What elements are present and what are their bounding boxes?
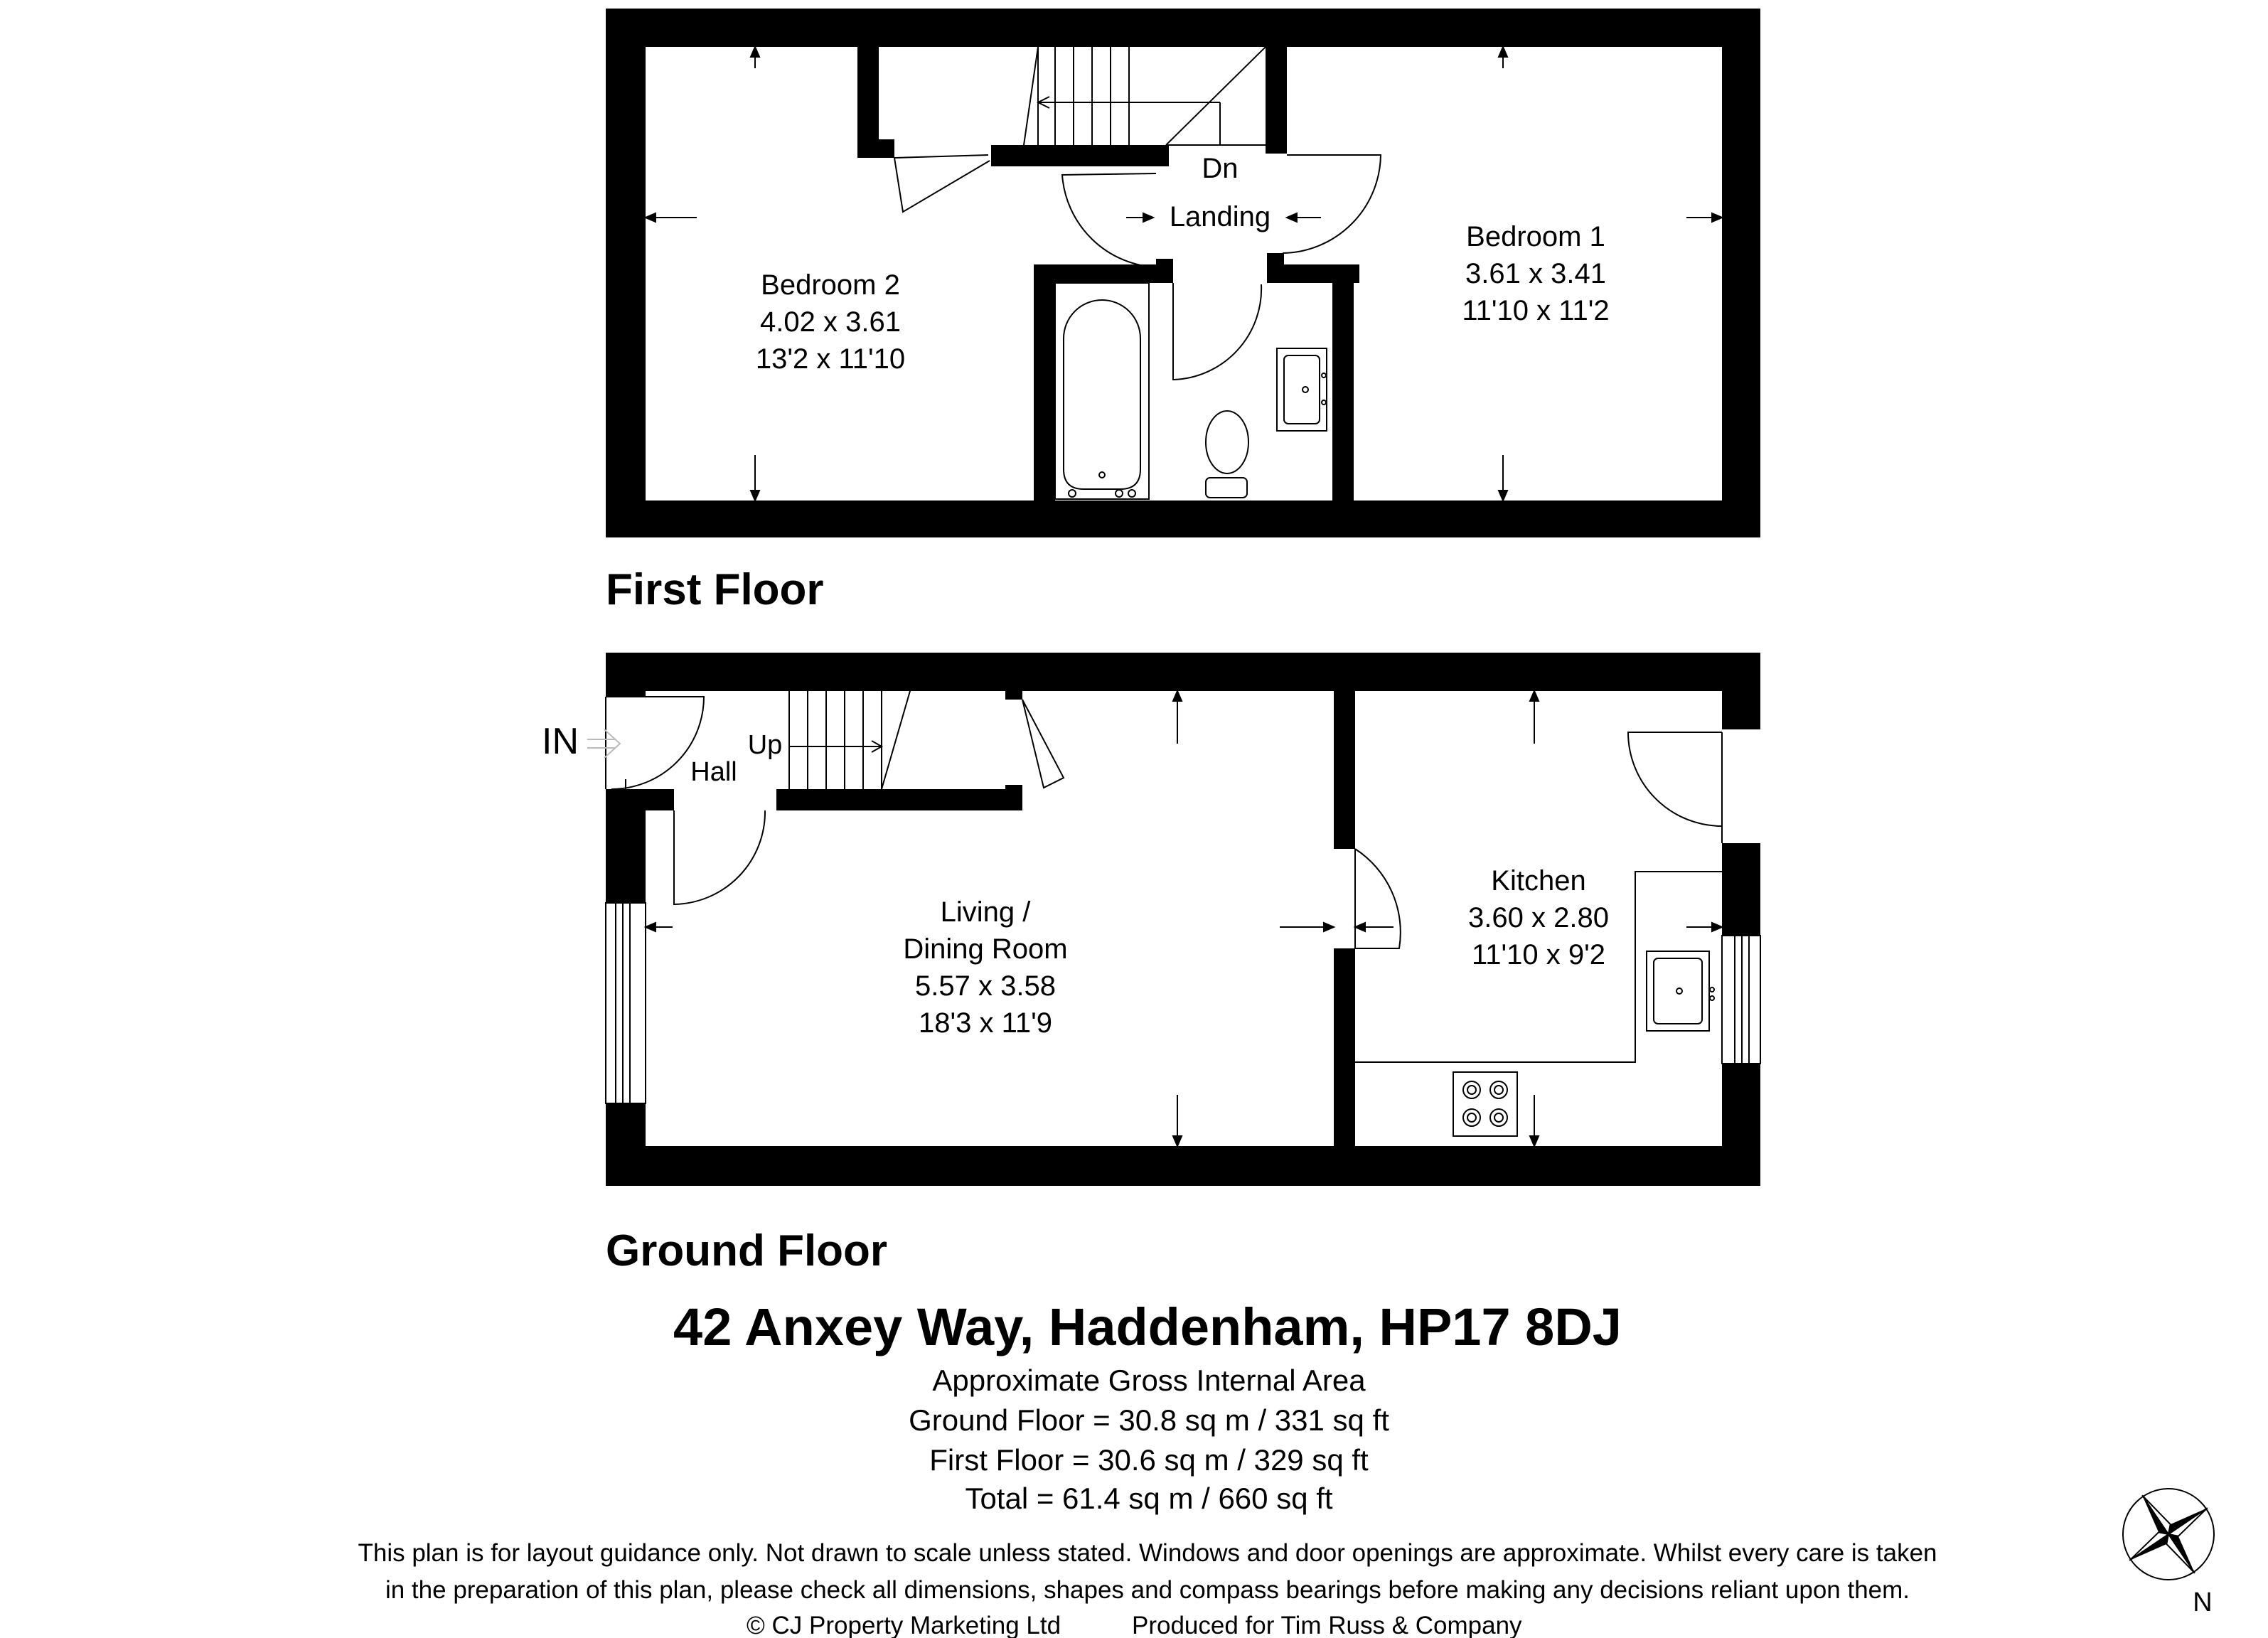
stair-wall-bottom [991, 145, 1169, 166]
property-address: 42 Anxey Way, Haddenham, HP17 8DJ [673, 1297, 1622, 1356]
kitchen-sink [1647, 951, 1714, 1031]
stair-wall-ground [776, 789, 1022, 810]
kitchen-imperial: 11'10 x 9'2 [1471, 939, 1606, 970]
kitchen-door [1355, 849, 1401, 948]
disclaimer-line2: in the preparation of this plan, please check all dimensions, shapes and compass bearings before making any decisions reliant upon them. [385, 1576, 1910, 1604]
kitchen-window [1722, 936, 1760, 1064]
partition-wall-lower [1334, 948, 1355, 1146]
bedroom1-imperial: 11'10 x 11'2 [1462, 295, 1610, 326]
first-floor-outer-wall-left [606, 9, 646, 537]
compass-north-label: N [2193, 1588, 2213, 1617]
landing-wall-stub [1266, 142, 1287, 154]
landing-jamb-left [1156, 259, 1173, 283]
stair-wall-stub [1005, 785, 1022, 810]
living-name-line1: Living / [940, 896, 1031, 928]
partition-wall-upper [1334, 691, 1355, 849]
ground-floor-outer-wall-top [606, 653, 1760, 691]
first-floor-outer-wall-top [606, 9, 1760, 47]
living-imperial: 18'3 x 11'9 [918, 1007, 1053, 1039]
understairs-door [1022, 700, 1064, 788]
first-floor-title: First Floor [606, 565, 824, 614]
landing-jamb-right [1267, 253, 1284, 283]
staircase-first-floor [1024, 47, 1266, 145]
stairs-down-label: Dn [1202, 153, 1239, 184]
area-first: First Floor = 30.6 sq m / 329 sq ft [929, 1443, 1369, 1477]
entrance-label: IN [542, 721, 579, 762]
landing-label: Landing [1169, 201, 1271, 232]
hall-jamb [1005, 688, 1022, 700]
bedroom2-imperial: 13'2 x 11'10 [755, 343, 906, 375]
ground-floor-wall-left-bottom [606, 1103, 646, 1186]
copyright: © CJ Property Marketing Ltd [747, 1612, 1061, 1638]
hall-door [674, 810, 765, 904]
compass-rose-icon [2103, 1469, 2233, 1599]
stairs-up-label: Up [747, 730, 783, 760]
produced-for: Produced for Tim Russ & Company [1132, 1612, 1522, 1638]
area-total: Total = 61.4 sq m / 660 sq ft [965, 1482, 1333, 1515]
kitchen-hob [1453, 1072, 1517, 1136]
kitchen-metric: 3.60 x 2.80 [1468, 902, 1609, 933]
area-ground: Ground Floor = 30.8 sq m / 331 sq ft [909, 1403, 1389, 1437]
bathroom-wall-right [1332, 264, 1354, 506]
bedroom1-name: Bedroom 1 [1466, 221, 1605, 252]
hall-wall [606, 789, 674, 810]
bathroom-toilet [1206, 411, 1248, 498]
ground-floor-wall-right-top [1722, 653, 1760, 729]
ground-floor-wall-right-bottom [1722, 1064, 1760, 1186]
bathroom-wall-left [1034, 264, 1055, 506]
first-floor-plan [606, 9, 1760, 614]
bedroom2-name: Bedroom 2 [761, 269, 900, 301]
entrance-door [606, 697, 704, 789]
first-floor-outer-wall-bottom [606, 500, 1760, 537]
stair-wall-right [1266, 43, 1287, 154]
first-floor-outer-wall-right [1722, 9, 1760, 537]
kitchen-name: Kitchen [1491, 865, 1586, 896]
bedroom2-cupboard-stub [857, 139, 894, 158]
living-metric: 5.57 x 3.58 [915, 970, 1056, 1002]
bedroom2-metric: 4.02 x 3.61 [760, 306, 901, 338]
ground-floor-title: Ground Floor [606, 1226, 888, 1275]
ground-floor-outer-wall-bottom [606, 1146, 1760, 1186]
ground-floor-plan [542, 653, 1760, 1275]
ground-floor-wall-right-mid [1722, 843, 1760, 936]
staircase-ground-floor [789, 691, 910, 789]
bedroom1-metric: 3.61 x 3.41 [1465, 258, 1606, 289]
living-name-line2: Dining Room [903, 933, 1068, 965]
hall-label: Hall [690, 757, 737, 787]
bathroom-washbasin [1277, 348, 1327, 431]
kitchen-back-door [1628, 732, 1722, 843]
area-heading: Approximate Gross Internal Area [932, 1364, 1366, 1397]
disclaimer-line1: This plan is for layout guidance only. Not drawn to scale unless stated. Windows and door openings are approximate. Whilst every care is taken [358, 1539, 1937, 1567]
bathtub [1055, 283, 1149, 499]
living-room-window [606, 903, 646, 1103]
ground-floor-wall-left-top [606, 653, 646, 697]
